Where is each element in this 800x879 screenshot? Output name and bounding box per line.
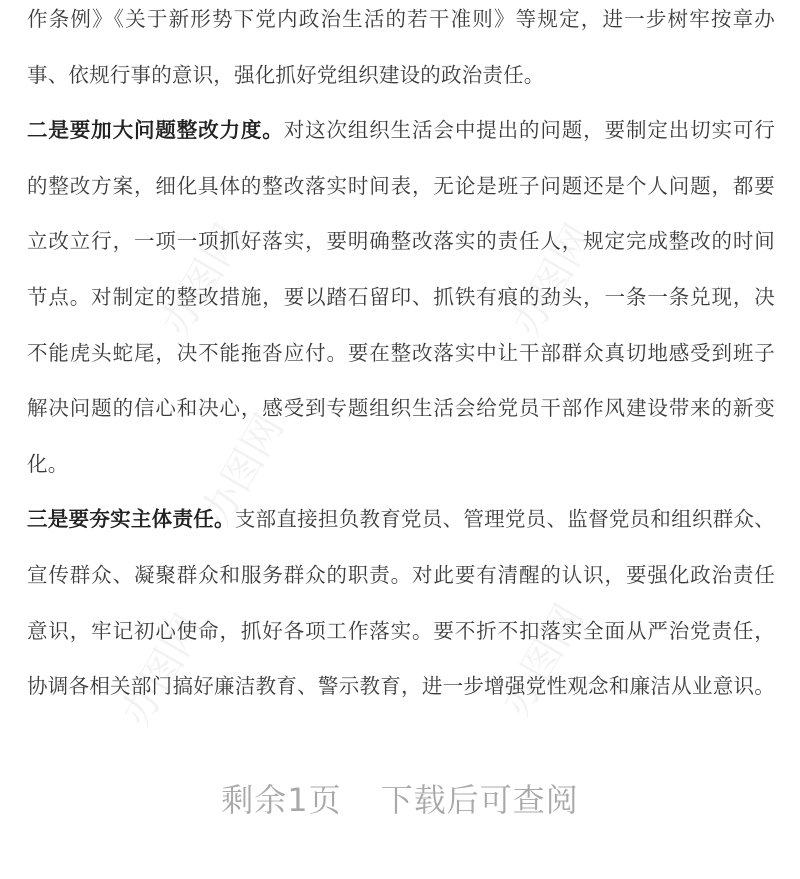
text-line bbox=[27, 612, 775, 668]
text-line bbox=[27, 167, 775, 223]
text-line bbox=[27, 445, 775, 501]
paragraph-text: 解决问题的信心和决心，感受到专题组织生活会给党员干部作风建设带来的新变 bbox=[27, 396, 775, 421]
text-line bbox=[27, 278, 775, 334]
text-line bbox=[27, 389, 775, 445]
paragraph-text: 支部直接担负教育党员、管理党员、监督党员和组织群众、 bbox=[234, 507, 775, 532]
text-line bbox=[27, 556, 775, 612]
watermark: 办图网 bbox=[193, 406, 293, 534]
paragraph-text: 节点。对制定的整改措施，要以踏石留印、抓铁有痕的劲头，一条一条兑现，决 bbox=[27, 284, 775, 309]
download-to-view-link[interactable]: 下载后可查阅 bbox=[380, 781, 579, 819]
paragraph-text: 宣传群众、凝聚群众和服务群众的职责。对此要有清醒的认识，要强化政治责任 bbox=[27, 562, 775, 587]
remaining-pages-label: 剩余1页 bbox=[221, 781, 342, 819]
paragraph-text: 事、依规行事的意识，强化抓好党组织建设的政治责任。 bbox=[27, 62, 545, 87]
text-line bbox=[27, 667, 775, 723]
text-line bbox=[27, 111, 775, 167]
section-heading: 三是要夯实主体责任。 bbox=[27, 507, 235, 532]
paragraph-text: 作条例》《关于新形势下党内政治生活的若干准则》等规定，进一步树牢按章办 bbox=[27, 7, 775, 31]
paragraph-text: 立改立行，一项一项抓好落实，要明确整改落实的责任人，规定完成整改的时间 bbox=[27, 229, 775, 254]
preview-footer[interactable] bbox=[0, 775, 800, 821]
paragraph-text: 意识，牢记初心使命，抓好各项工作落实。要不折不扣落实全面从严治党责任， bbox=[27, 618, 775, 643]
watermark: 办图网 bbox=[153, 216, 253, 344]
paragraph-text: 协调各相关部门搞好廉洁教育、警示教育，进一步增强党性观念和廉洁从业意识。 bbox=[27, 674, 775, 699]
watermark: 办图网 bbox=[503, 216, 603, 344]
paragraph-text: 的整改方案，细化具体的整改落实时间表，无论是班子问题还是个人问题，都要 bbox=[27, 173, 775, 198]
paragraph-text: 不能虎头蛇尾，决不能拖沓应付。要在整改落实中让干部群众真切地感受到班子 bbox=[27, 340, 775, 365]
text-line bbox=[27, 56, 775, 112]
text-line bbox=[27, 334, 775, 390]
paragraph-text: 对这次组织生活会中提出的问题，要制定出切实可行 bbox=[283, 118, 775, 143]
text-line bbox=[27, 222, 775, 278]
text-line bbox=[27, 0, 775, 56]
text-line bbox=[27, 500, 775, 556]
document-body bbox=[27, 0, 775, 723]
paragraph-text: 化。 bbox=[27, 451, 69, 476]
section-heading: 二是要加大问题整改力度。 bbox=[27, 118, 284, 143]
watermark: 办图网 bbox=[113, 606, 213, 734]
watermark: 办图网 bbox=[493, 596, 593, 724]
